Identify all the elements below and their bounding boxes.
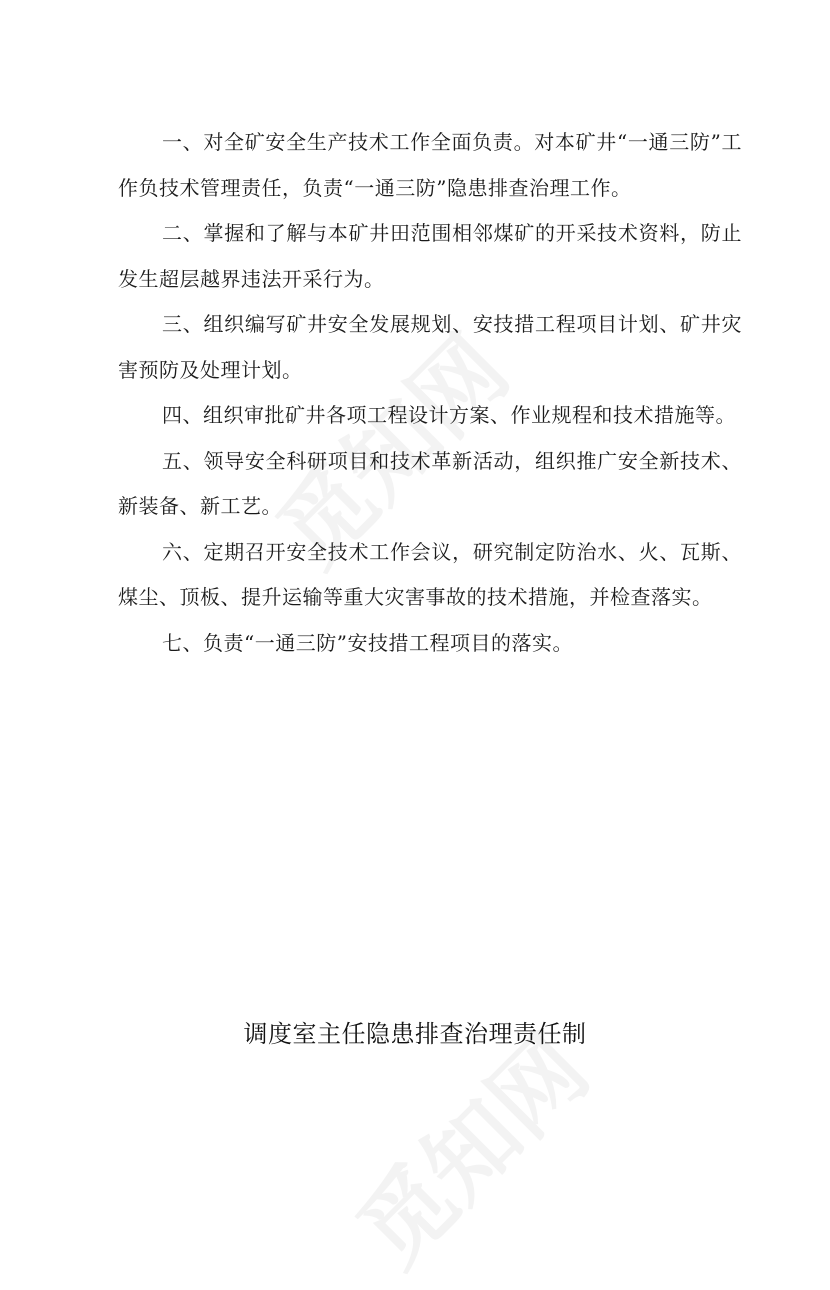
paragraph-5: 五、领导安全科研项目和技术革新活动，组织推广安全新技术、新装备、新工艺。	[118, 448, 742, 518]
paragraph-2: 二、掌握和了解与本矿井田范围相邻煤矿的开采技术资料，防止发生超层越界违法开采行为。	[118, 221, 742, 291]
paragraph-4: 四、组织审批矿井各项工程设计方案、作业规程和技术措施等。	[162, 403, 736, 427]
responsibility-list	[118, 120, 742, 666]
paragraph-6: 六、定期召开安全技术工作会议，研究制定防治水、火、瓦斯、煤尘、顶板、提升运输等重大灾害事故的技术措施，并检查落实。	[118, 539, 742, 609]
paragraph-7: 七、负责“一通三防”安技措工程项目的落实。	[162, 630, 573, 655]
paragraph-3: 三、组织编写矿井安全发展规划、安技措工程项目计划、矿井灾害预防及处理计划。	[118, 312, 742, 382]
paragraph-1: 一、对全矿安全生产技术工作全面负责。对本矿井“一通三防”工作负技术管理责任，负责“一通三防”隐患排查治理工作。	[118, 130, 742, 200]
section-title: 调度室主任隐患排查治理责任制	[243, 1020, 587, 1048]
